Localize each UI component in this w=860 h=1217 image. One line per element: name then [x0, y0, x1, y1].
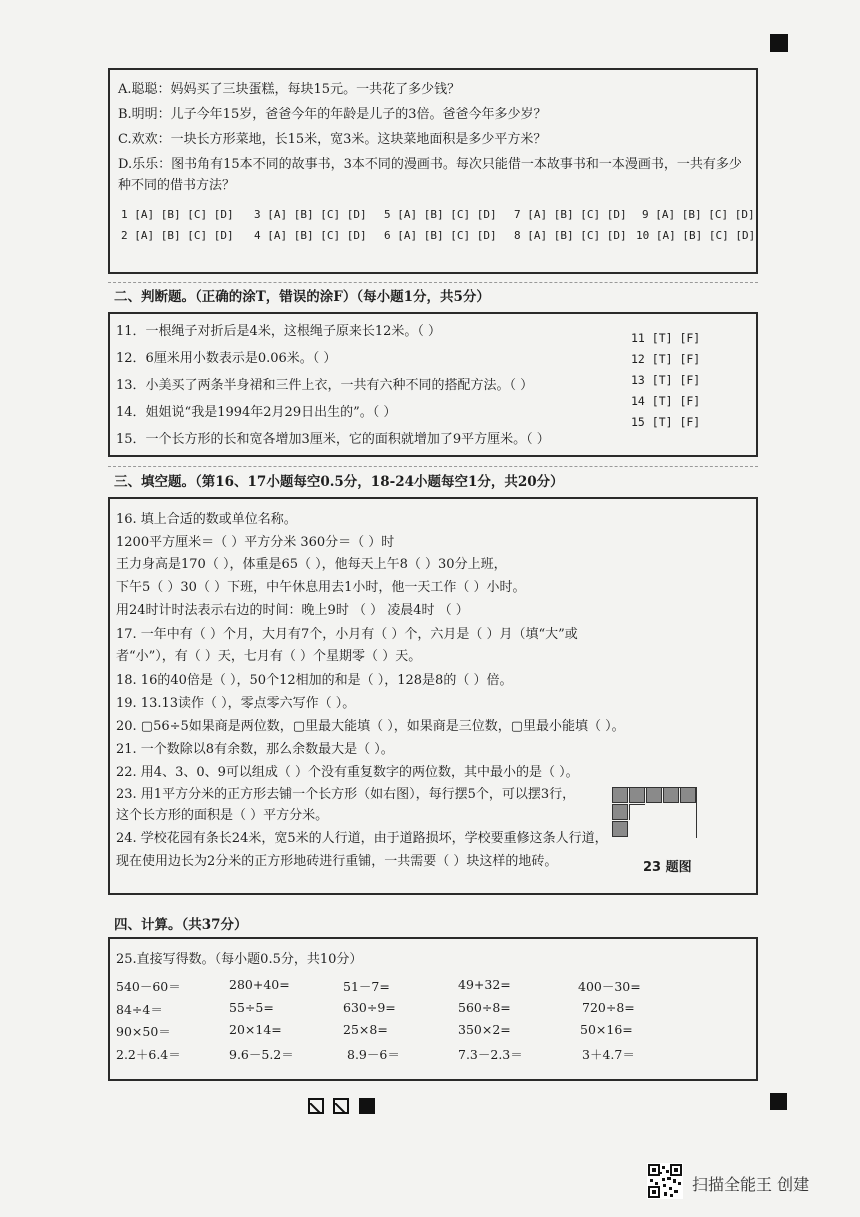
fill-line-16c: 下午5（ ）30（ ）下班，中午休息用去1小时，他一天工作（ ）小时。	[116, 580, 526, 595]
fill-line-24b: 现在使用边长为2分米的正方形地砖进行重铺，一共需要（ ）块这样的地砖。	[116, 854, 558, 869]
fill-line-16b: 王力身高是170（ ），体重是65（ ），他每天上午8（ ）30分上班，	[116, 557, 507, 572]
calc-item: 20×14=	[229, 1022, 282, 1037]
calc-item: 540－60＝	[116, 979, 181, 994]
calc-item: 630÷9=	[343, 1000, 396, 1015]
fill-line-17: 17. 一年中有（ ）个月，大月有7个，小月有（ ）个，六月是（ ）月（填“大”或	[116, 627, 578, 642]
calc-item: 3＋4.7＝	[582, 1047, 635, 1062]
question-b: B.明明：儿子今年15岁，爸爸今年的年龄是儿子的3倍。爸爸今年多少岁？	[118, 107, 547, 122]
section-divider	[108, 282, 758, 283]
tf-bubble-11[interactable]: 11 [T] [F]	[631, 331, 701, 345]
qr-code-icon	[647, 1163, 683, 1199]
calc-item: 51－7=	[343, 979, 390, 994]
hatched-marker-icon	[333, 1098, 349, 1114]
bubble-group-9[interactable]: 9 [A] [B] [C] [D]	[642, 208, 755, 221]
calc-item: 7.3－2.3＝	[458, 1047, 523, 1062]
section4-title: 四、计算。（共37分）	[114, 917, 248, 933]
section-divider	[108, 466, 758, 467]
bubble-group-5[interactable]: 5 [A] [B] [C] [D]	[384, 208, 497, 221]
figure-caption: 23 题图	[643, 860, 692, 875]
question-d-line2: 种不同的借书方法？	[118, 178, 236, 193]
question-c: C.欢欢：一块长方形菜地，长15米，宽3米。这块菜地面积是多少平方米？	[118, 132, 547, 147]
bubble-group-4[interactable]: 4 [A] [B] [C] [D]	[254, 229, 367, 242]
calc-item: 84÷4＝	[116, 1002, 163, 1017]
bubble-group-8[interactable]: 8 [A] [B] [C] [D]	[514, 229, 627, 242]
calc-item: 720÷8=	[582, 1000, 635, 1015]
tf-question-13: 13．小美买了两条半身裙和三件上衣，一共有六种不同的搭配方法。（ ）	[116, 378, 534, 393]
fill-line-18: 18. 16的40倍是（ ），50个12相加的和是（ ），128是8的（ ）倍。	[116, 673, 513, 688]
question-a: A.聪聪：妈妈买了三块蛋糕，每块15元。一共花了多少钱？	[118, 82, 461, 97]
fill-line-16a: 1200平方厘米＝（ ）平方分米 360分＝（ ）时	[116, 535, 395, 550]
bubble-group-10[interactable]: 10 [A] [B] [C] [D]	[636, 229, 756, 242]
calc-item: 49+32=	[458, 977, 511, 992]
tf-bubble-15[interactable]: 15 [T] [F]	[631, 415, 701, 429]
qr-code-graphic	[647, 1163, 683, 1199]
calc-item: 280+40=	[229, 977, 290, 992]
calc-item: 9.6－5.2＝	[229, 1047, 294, 1062]
calc-item: 90×50＝	[116, 1024, 171, 1039]
tf-question-15: 15．一个长方形的长和宽各增加3厘米，它的面积就增加了9平方厘米。（ ）	[116, 432, 550, 447]
question-d-line1: D.乐乐：图书角有15本不同的故事书，3本不同的漫画书。每次只能借一本故事书和一本漫画书，一共有多少	[118, 157, 742, 172]
calc-item: 350×2=	[458, 1022, 511, 1037]
bubble-group-1[interactable]: 1 [A] [B] [C] [D]	[121, 208, 234, 221]
solid-marker	[359, 1098, 375, 1114]
calc-item: 55÷5=	[229, 1000, 274, 1015]
fill-line-23: 23. 用1平方分米的正方形去铺一个长方形（如右图），每行摆5个，可以摆3行，	[116, 787, 576, 802]
calc-item: 8.9－6＝	[347, 1047, 400, 1062]
calc-item: 50×16=	[580, 1022, 633, 1037]
section3-title: 三、填空题。（第16、17小题每空0.5分，18-24小题每空1分，共20分）	[114, 474, 564, 490]
hatched-marker-icon	[308, 1098, 324, 1114]
bubble-group-7[interactable]: 7 [A] [B] [C] [D]	[514, 208, 627, 221]
fill-line-16d: 用24时计时法表示右边的时间：晚上9时 （ ） 凌晨4时 （ ）	[116, 603, 469, 618]
tf-bubble-14[interactable]: 14 [T] [F]	[631, 394, 701, 408]
calc-item: 560÷8=	[458, 1000, 511, 1015]
fill-line-20: 20. ▢56÷5如果商是两位数，▢里最大能填（ ），如果商是三位数，▢里最小能填（ ）。	[116, 719, 625, 734]
corner-marker-top-right	[770, 34, 788, 52]
grid-outline	[612, 787, 697, 838]
fill-line-17b: 者“小”），有（ ）天，七月有（ ）个星期零（ ）天。	[116, 649, 422, 664]
calc-item: 400－30=	[578, 979, 641, 994]
section2-title: 二、判断题。（正确的涂T，错误的涂F）（每小题1分，共5分）	[114, 289, 490, 305]
calc-instruction: 25.直接写得数。（每小题0.5分，共10分）	[116, 952, 363, 967]
calc-item: 25×8=	[343, 1022, 388, 1037]
fill-line-23b: 这个长方形的面积是（ ）平方分米。	[116, 808, 329, 823]
corner-marker-bottom-right	[770, 1093, 787, 1110]
tf-question-14: 14．姐姐说“我是1994年2月29日出生的”。（ ）	[116, 405, 397, 420]
fill-line-24: 24. 学校花园有条长24米，宽5米的人行道，由于道路损坏，学校要重修这条人行道，	[116, 831, 608, 846]
fill-line-21: 21. 一个数除以8有余数，那么余数最大是（ ）。	[116, 742, 394, 757]
fill-line-19: 19. 13.13读作（ ），零点零六写作（ ）。	[116, 696, 356, 711]
fill-line-16: 16. 填上合适的数或单位名称。	[116, 512, 297, 527]
tf-bubble-12[interactable]: 12 [T] [F]	[631, 352, 701, 366]
bubble-group-6[interactable]: 6 [A] [B] [C] [D]	[384, 229, 497, 242]
hatch-stroke	[310, 1103, 322, 1114]
bubble-group-2[interactable]: 2 [A] [B] [C] [D]	[121, 229, 234, 242]
tf-bubble-13[interactable]: 13 [T] [F]	[631, 373, 701, 387]
fill-line-22: 22. 用4、3、0、9可以组成（ ）个没有重复数字的两位数，其中最小的是（ ）。	[116, 765, 579, 780]
bubble-group-3[interactable]: 3 [A] [B] [C] [D]	[254, 208, 367, 221]
calc-item: 2.2＋6.4＝	[116, 1047, 181, 1062]
tiling-figure	[612, 787, 712, 847]
tf-question-11: 11．一根绳子对折后是4米，这根绳子原来长12米。（ ）	[116, 324, 441, 339]
hatch-stroke	[335, 1103, 347, 1114]
scanner-watermark: 扫描全能王 创建	[692, 1175, 810, 1194]
tf-question-12: 12．6厘米用小数表示是0.06米。（ ）	[116, 351, 337, 366]
